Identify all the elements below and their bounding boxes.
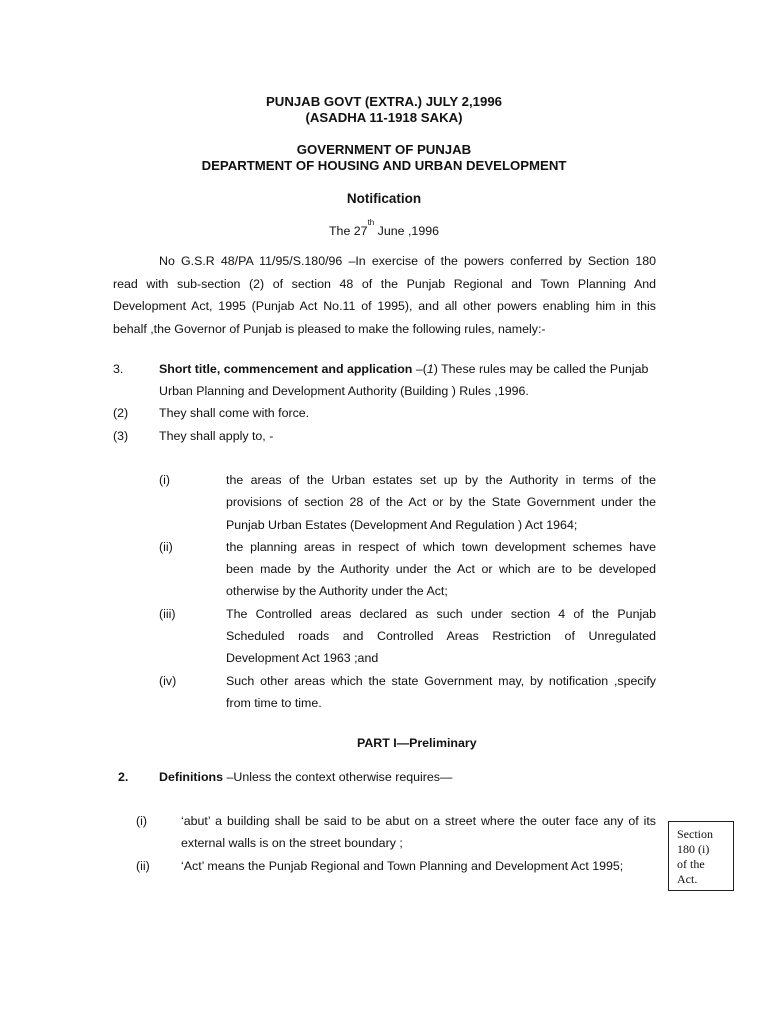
clause-line: The Controlled areas declared as such under section 4 of the Punjab xyxy=(226,607,656,621)
rule-3-italic: 1 xyxy=(426,362,434,376)
rule-3-heading-line xyxy=(159,361,648,377)
date-superscript: th xyxy=(367,217,375,227)
rule-number: 3. xyxy=(113,362,124,376)
clause-line: Scheduled roads and Controlled Areas Restriction of Unregulated xyxy=(226,629,656,643)
part-heading: PART I—Preliminary xyxy=(357,736,477,750)
clause-number: (i) xyxy=(159,473,171,487)
definition-line: external walls is on the street boundary ; xyxy=(181,836,403,850)
government-title: GOVERNMENT OF PUNJAB xyxy=(296,142,472,157)
clause-line: Development Act 1963 ;and xyxy=(226,651,379,665)
margin-note-line: 180 (i) xyxy=(677,842,710,856)
definitions-heading: Definitions xyxy=(159,770,224,784)
preamble-line-4: behalf ,the Governor of Punjab is pleased to make the following rules, namely:- xyxy=(113,322,546,336)
subrule-text: They shall apply to, - xyxy=(159,429,274,443)
margin-note-line: of the xyxy=(677,857,705,871)
definition-line: ‘Act’ means the Punjab Regional and Town Planning and Development Act 1995; xyxy=(181,859,624,873)
date-suffix: June ,1996 xyxy=(374,224,439,238)
clause-line: otherwise by the Authority under the Act; xyxy=(226,584,448,598)
subrule-text: They shall come with force. xyxy=(159,406,310,420)
clause-number: (iv) xyxy=(159,674,177,688)
margin-note-line: Section xyxy=(677,827,713,841)
definition-number: (i) xyxy=(136,814,148,828)
clause-number: (iii) xyxy=(159,607,176,621)
definitions-intro: –Unless the context otherwise requires— xyxy=(223,770,453,784)
rule-3-heading: Short title, commencement and application xyxy=(159,362,413,376)
definition-number: (ii) xyxy=(136,859,150,873)
subrule-number: (2) xyxy=(113,406,129,420)
margin-note-line: Act. xyxy=(677,872,698,886)
rule-3-line-2: Urban Planning and Development Authority (Building ) Rules ,1996. xyxy=(159,384,529,398)
definitions-heading-line xyxy=(159,769,452,785)
gazette-header-line1: PUNJAB GOVT (EXTRA.) JULY 2,1996 xyxy=(266,94,502,109)
clause-line: Such other areas which the state Government may, by notification ,specify xyxy=(226,674,656,688)
gazette-header-line2: (ASADHA 11-1918 SAKA) xyxy=(305,110,463,125)
notification-title: Notification xyxy=(346,191,422,206)
preamble-line-3: Development Act, 1995 (Punjab Act No.11 of 1995), and all other powers enabling him in this xyxy=(113,299,656,313)
preamble-line-1: No G.S.R 48/PA 11/95/S.180/96 –In exercise of the powers conferred by Section 180 xyxy=(159,254,656,268)
department-title: DEPARTMENT OF HOUSING AND URBAN DEVELOPMENT xyxy=(201,158,567,173)
clause-line: the areas of the Urban estates set up by the Authority in terms of the xyxy=(226,473,656,487)
rule-number: 2. xyxy=(118,770,129,784)
clause-line: from time to time. xyxy=(226,696,322,710)
subrule-number: (3) xyxy=(113,429,129,443)
rule-3-text-a: –( xyxy=(412,362,427,376)
rule-3-text-b: ) These rules may be called the Punjab xyxy=(433,362,649,376)
date-prefix: The 27 xyxy=(328,224,368,238)
definition-line: ‘abut’ a building shall be said to be abut on a street where the outer face any of its xyxy=(181,814,656,828)
clause-line: provisions of section 28 of the Act or by the State Government under the xyxy=(226,495,656,509)
clause-line: the planning areas in respect of which town development schemes have xyxy=(226,540,656,554)
clause-line: Punjab Urban Estates (Development And Regulation ) Act 1964; xyxy=(226,518,578,532)
clause-line: been made by the Authority under the Act or which are to be developed xyxy=(226,562,656,576)
preamble-line-2: read with sub-section (2) of section 48 of the Punjab Regional and Town Planning And xyxy=(113,277,656,291)
clause-number: (ii) xyxy=(159,540,173,554)
notification-date xyxy=(0,217,768,238)
margin-note-box xyxy=(668,821,734,891)
